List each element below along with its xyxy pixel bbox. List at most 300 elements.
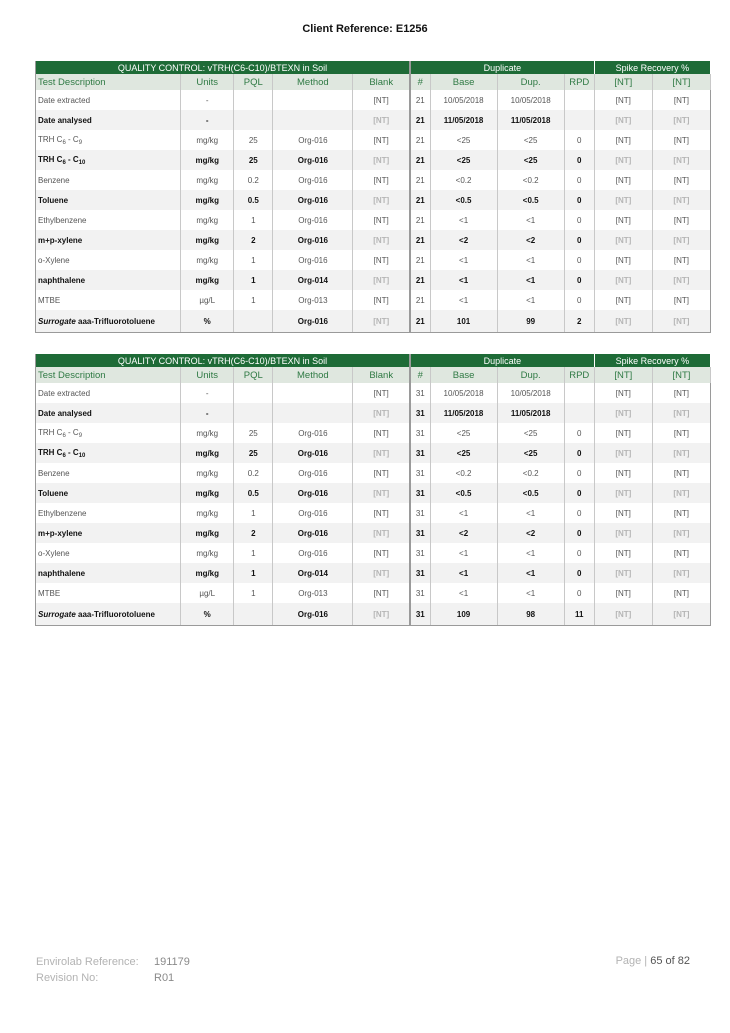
cell-rpd: 0 xyxy=(564,443,594,463)
cell-method xyxy=(273,383,353,403)
cell-rpd: 0 xyxy=(564,190,594,210)
cell-spike-2: [NT] xyxy=(652,210,710,230)
cell-units: - xyxy=(181,383,234,403)
table-row xyxy=(36,290,711,310)
envirolab-reference-label: Envirolab Reference: xyxy=(36,956,139,968)
cell-spike-2: [NT] xyxy=(652,290,710,310)
cell-test-description: Benzene xyxy=(36,170,181,190)
col-method: Method xyxy=(273,367,353,383)
cell-units: µg/L xyxy=(181,290,234,310)
cell-rpd: 0 xyxy=(564,130,594,150)
col-method: Method xyxy=(273,74,353,90)
cell-blank: [NT] xyxy=(353,423,410,443)
cell-number: 31 xyxy=(410,483,430,503)
cell-blank: [NT] xyxy=(353,90,410,110)
cell-spike-1: [NT] xyxy=(594,523,652,543)
cell-pql: 1 xyxy=(234,210,273,230)
qc-title: QUALITY CONTROL: vTRH(C6-C10)/BTEXN in Soil xyxy=(36,61,411,74)
col-number: # xyxy=(410,367,430,383)
envirolab-reference-value: 191179 xyxy=(154,956,190,968)
revision-row xyxy=(36,970,175,986)
qc-table xyxy=(35,61,711,333)
cell-pql: 1 xyxy=(234,250,273,270)
cell-dup: <25 xyxy=(497,130,564,150)
cell-method: Org-016 xyxy=(273,503,353,523)
cell-blank: [NT] xyxy=(353,383,410,403)
cell-rpd: 0 xyxy=(564,270,594,290)
cell-number: 31 xyxy=(410,503,430,523)
spike-header: Spike Recovery % xyxy=(594,354,710,367)
cell-spike-1: [NT] xyxy=(594,423,652,443)
cell-spike-1: [NT] xyxy=(594,463,652,483)
cell-base: <2 xyxy=(430,523,497,543)
cell-spike-2: [NT] xyxy=(652,563,710,583)
cell-base: <25 xyxy=(430,150,497,170)
cell-spike-2: [NT] xyxy=(652,130,710,150)
table-row xyxy=(36,110,711,130)
cell-number: 21 xyxy=(410,110,430,130)
cell-blank: [NT] xyxy=(353,130,410,150)
cell-number: 21 xyxy=(410,290,430,310)
cell-base: 109 xyxy=(430,603,497,626)
cell-base: 10/05/2018 xyxy=(430,383,497,403)
duplicate-header: Duplicate xyxy=(410,61,594,74)
cell-method: Org-016 xyxy=(273,423,353,443)
cell-test-description: Date analysed xyxy=(36,403,181,423)
cell-blank: [NT] xyxy=(353,463,410,483)
col-spike-2: [NT] xyxy=(652,367,710,383)
cell-pql: 1 xyxy=(234,543,273,563)
cell-units: mg/kg xyxy=(181,230,234,250)
cell-blank: [NT] xyxy=(353,110,410,130)
cell-spike-1: [NT] xyxy=(594,403,652,423)
cell-number: 31 xyxy=(410,463,430,483)
col-blank: Blank xyxy=(353,367,410,383)
cell-rpd: 0 xyxy=(564,250,594,270)
cell-rpd: 0 xyxy=(564,503,594,523)
cell-method: Org-016 xyxy=(273,190,353,210)
table-row xyxy=(36,150,711,170)
cell-spike-1: [NT] xyxy=(594,563,652,583)
col-test-description: Test Description xyxy=(36,74,181,90)
cell-spike-2: [NT] xyxy=(652,230,710,250)
table-row xyxy=(36,503,711,523)
cell-test-description: naphthalene xyxy=(36,270,181,290)
table-row xyxy=(36,310,711,333)
table-row xyxy=(36,543,711,563)
cell-test-description: Date extracted xyxy=(36,90,181,110)
cell-base: <1 xyxy=(430,250,497,270)
table-body xyxy=(36,90,711,333)
cell-units: mg/kg xyxy=(181,503,234,523)
cell-spike-2: [NT] xyxy=(652,503,710,523)
cell-method: Org-013 xyxy=(273,583,353,603)
cell-blank: [NT] xyxy=(353,150,410,170)
cell-spike-1: [NT] xyxy=(594,383,652,403)
cell-method: Org-016 xyxy=(273,463,353,483)
cell-pql: 1 xyxy=(234,583,273,603)
cell-spike-2: [NT] xyxy=(652,483,710,503)
cell-rpd: 0 xyxy=(564,230,594,250)
cell-pql xyxy=(234,90,273,110)
cell-spike-2: [NT] xyxy=(652,150,710,170)
cell-pql: 0.2 xyxy=(234,170,273,190)
cell-rpd: 0 xyxy=(564,483,594,503)
cell-test-description: Toluene xyxy=(36,483,181,503)
cell-number: 31 xyxy=(410,403,430,423)
cell-pql: 0.2 xyxy=(234,463,273,483)
cell-pql: 25 xyxy=(234,150,273,170)
cell-base: <1 xyxy=(430,583,497,603)
cell-spike-1: [NT] xyxy=(594,443,652,463)
cell-spike-1: [NT] xyxy=(594,130,652,150)
cell-test-description: TRH $C_6 - C_{10}$ xyxy=(36,443,181,463)
cell-rpd: 0 xyxy=(564,543,594,563)
cell-units: mg/kg xyxy=(181,523,234,543)
cell-pql: 1 xyxy=(234,563,273,583)
cell-dup: 10/05/2018 xyxy=(497,383,564,403)
cell-method: Org-016 xyxy=(273,543,353,563)
cell-spike-1: [NT] xyxy=(594,250,652,270)
cell-pql xyxy=(234,310,273,333)
cell-dup: <1 xyxy=(497,503,564,523)
cell-test-description: Date analysed xyxy=(36,110,181,130)
cell-units: - xyxy=(181,403,234,423)
cell-test-description: Surrogate aaa-Trifluorotoluene xyxy=(36,603,181,626)
cell-base: <0.5 xyxy=(430,483,497,503)
cell-blank: [NT] xyxy=(353,310,410,333)
cell-spike-1: [NT] xyxy=(594,503,652,523)
cell-pql xyxy=(234,383,273,403)
col-spike-1: [NT] xyxy=(594,367,652,383)
col-spike-2: [NT] xyxy=(652,74,710,90)
cell-blank: [NT] xyxy=(353,503,410,523)
cell-blank: [NT] xyxy=(353,543,410,563)
table-row xyxy=(36,483,711,503)
cell-number: 31 xyxy=(410,423,430,443)
cell-test-description: TRH $C_6 - C_{10}$ xyxy=(36,150,181,170)
revision-label: Revision No: xyxy=(36,972,99,984)
cell-spike-1: [NT] xyxy=(594,210,652,230)
cell-method: Org-013 xyxy=(273,290,353,310)
table-row xyxy=(36,583,711,603)
cell-blank: [NT] xyxy=(353,290,410,310)
cell-base: <1 xyxy=(430,270,497,290)
revision-value: R01 xyxy=(154,972,175,984)
qc-table xyxy=(35,354,711,626)
cell-number: 31 xyxy=(410,523,430,543)
cell-units: % xyxy=(181,603,234,626)
cell-method: Org-016 xyxy=(273,230,353,250)
cell-spike-2: [NT] xyxy=(652,383,710,403)
cell-pql: 25 xyxy=(234,423,273,443)
cell-rpd: 0 xyxy=(564,563,594,583)
cell-test-description: TRH $C_6 - C_9$ xyxy=(36,130,181,150)
cell-method xyxy=(273,110,353,130)
cell-method: Org-016 xyxy=(273,130,353,150)
table-row xyxy=(36,90,711,110)
cell-dup: <25 xyxy=(497,443,564,463)
cell-method: Org-016 xyxy=(273,170,353,190)
table-body xyxy=(36,383,711,626)
cell-base: <2 xyxy=(430,230,497,250)
cell-rpd: 0 xyxy=(564,150,594,170)
cell-base: <1 xyxy=(430,210,497,230)
cell-spike-2: [NT] xyxy=(652,583,710,603)
cell-dup: 11/05/2018 xyxy=(497,403,564,423)
cell-method: Org-014 xyxy=(273,270,353,290)
cell-pql xyxy=(234,110,273,130)
cell-dup: <0.5 xyxy=(497,483,564,503)
col-base: Base xyxy=(430,74,497,90)
cell-method: Org-016 xyxy=(273,483,353,503)
cell-spike-2: [NT] xyxy=(652,190,710,210)
cell-pql: 1 xyxy=(234,503,273,523)
cell-blank: [NT] xyxy=(353,250,410,270)
cell-blank: [NT] xyxy=(353,583,410,603)
cell-spike-2: [NT] xyxy=(652,443,710,463)
cell-units: - xyxy=(181,110,234,130)
cell-test-description: m+p-xylene xyxy=(36,230,181,250)
cell-units: mg/kg xyxy=(181,210,234,230)
cell-pql xyxy=(234,403,273,423)
duplicate-header: Duplicate xyxy=(410,354,594,367)
table-row xyxy=(36,463,711,483)
cell-base: 11/05/2018 xyxy=(430,110,497,130)
cell-number: 31 xyxy=(410,443,430,463)
page-value: 65 of 82 xyxy=(650,955,690,967)
cell-units: µg/L xyxy=(181,583,234,603)
cell-dup: <2 xyxy=(497,230,564,250)
cell-pql: 2 xyxy=(234,523,273,543)
cell-method xyxy=(273,90,353,110)
cell-method: Org-016 xyxy=(273,443,353,463)
cell-spike-1: [NT] xyxy=(594,483,652,503)
cell-spike-2: [NT] xyxy=(652,523,710,543)
client-reference: Client Reference: E1256 xyxy=(302,23,428,35)
cell-base: 101 xyxy=(430,310,497,333)
table-row xyxy=(36,210,711,230)
col-rpd: RPD xyxy=(564,367,594,383)
cell-base: <1 xyxy=(430,543,497,563)
cell-number: 21 xyxy=(410,170,430,190)
table-row xyxy=(36,270,711,290)
cell-spike-2: [NT] xyxy=(652,423,710,443)
cell-test-description: o-Xylene xyxy=(36,543,181,563)
cell-test-description: Ethylbenzene xyxy=(36,210,181,230)
cell-dup: 98 xyxy=(497,603,564,626)
cell-units: mg/kg xyxy=(181,270,234,290)
cell-number: 31 xyxy=(410,563,430,583)
cell-dup: <0.2 xyxy=(497,463,564,483)
cell-dup: <1 xyxy=(497,250,564,270)
cell-dup: <0.2 xyxy=(497,170,564,190)
cell-test-description: Surrogate aaa-Trifluorotoluene xyxy=(36,310,181,333)
cell-pql: 2 xyxy=(234,230,273,250)
cell-pql: 25 xyxy=(234,443,273,463)
col-rpd: RPD xyxy=(564,74,594,90)
cell-blank: [NT] xyxy=(353,563,410,583)
cell-spike-2: [NT] xyxy=(652,463,710,483)
cell-number: 21 xyxy=(410,310,430,333)
table-row xyxy=(36,443,711,463)
cell-number: 31 xyxy=(410,603,430,626)
cell-pql: 1 xyxy=(234,290,273,310)
spike-header: Spike Recovery % xyxy=(594,61,710,74)
cell-base: <0.2 xyxy=(430,463,497,483)
col-pql: PQL xyxy=(234,74,273,90)
table-row xyxy=(36,170,711,190)
table-row xyxy=(36,403,711,423)
cell-rpd xyxy=(564,383,594,403)
cell-number: 31 xyxy=(410,583,430,603)
cell-pql: 25 xyxy=(234,130,273,150)
cell-units: mg/kg xyxy=(181,463,234,483)
cell-base: <1 xyxy=(430,503,497,523)
cell-spike-1: [NT] xyxy=(594,230,652,250)
cell-pql: 1 xyxy=(234,270,273,290)
cell-rpd: 0 xyxy=(564,583,594,603)
cell-pql: 0.5 xyxy=(234,190,273,210)
cell-method: Org-016 xyxy=(273,150,353,170)
cell-dup: <1 xyxy=(497,563,564,583)
cell-base: <1 xyxy=(430,563,497,583)
cell-method: Org-016 xyxy=(273,210,353,230)
cell-rpd: 0 xyxy=(564,423,594,443)
cell-base: 11/05/2018 xyxy=(430,403,497,423)
cell-blank: [NT] xyxy=(353,230,410,250)
cell-units: mg/kg xyxy=(181,170,234,190)
cell-spike-2: [NT] xyxy=(652,250,710,270)
cell-blank: [NT] xyxy=(353,603,410,626)
cell-dup: <0.5 xyxy=(497,190,564,210)
cell-dup: <1 xyxy=(497,290,564,310)
table-row xyxy=(36,563,711,583)
cell-spike-1: [NT] xyxy=(594,90,652,110)
cell-dup: <2 xyxy=(497,523,564,543)
cell-number: 21 xyxy=(410,90,430,110)
cell-method: Org-014 xyxy=(273,563,353,583)
table-row xyxy=(36,423,711,443)
cell-method: Org-016 xyxy=(273,250,353,270)
cell-rpd xyxy=(564,403,594,423)
cell-blank: [NT] xyxy=(353,523,410,543)
col-dup: Dup. xyxy=(497,74,564,90)
cell-base: <25 xyxy=(430,130,497,150)
cell-blank: [NT] xyxy=(353,270,410,290)
table-row xyxy=(36,130,711,150)
cell-number: 21 xyxy=(410,250,430,270)
cell-test-description: o-Xylene xyxy=(36,250,181,270)
cell-spike-2: [NT] xyxy=(652,310,710,333)
table-row xyxy=(36,603,711,626)
cell-rpd: 2 xyxy=(564,310,594,333)
cell-units: mg/kg xyxy=(181,150,234,170)
cell-number: 31 xyxy=(410,543,430,563)
cell-spike-2: [NT] xyxy=(652,110,710,130)
cell-spike-2: [NT] xyxy=(652,603,710,626)
cell-number: 21 xyxy=(410,230,430,250)
cell-base: <0.5 xyxy=(430,190,497,210)
cell-rpd xyxy=(564,110,594,130)
cell-spike-2: [NT] xyxy=(652,543,710,563)
cell-spike-1: [NT] xyxy=(594,543,652,563)
cell-dup: 10/05/2018 xyxy=(497,90,564,110)
cell-blank: [NT] xyxy=(353,443,410,463)
cell-dup: <1 xyxy=(497,543,564,563)
cell-blank: [NT] xyxy=(353,190,410,210)
cell-pql: 0.5 xyxy=(234,483,273,503)
cell-number: 21 xyxy=(410,270,430,290)
cell-spike-1: [NT] xyxy=(594,150,652,170)
envirolab-reference-row xyxy=(36,954,190,970)
col-dup: Dup. xyxy=(497,367,564,383)
footer-reference xyxy=(36,954,190,986)
cell-rpd: 11 xyxy=(564,603,594,626)
cell-base: 10/05/2018 xyxy=(430,90,497,110)
page-label: Page | xyxy=(615,955,648,967)
cell-number: 21 xyxy=(410,190,430,210)
cell-test-description: MTBE xyxy=(36,583,181,603)
cell-test-description: MTBE xyxy=(36,290,181,310)
cell-number: 21 xyxy=(410,210,430,230)
table-row xyxy=(36,523,711,543)
cell-dup: <25 xyxy=(497,423,564,443)
col-test-description: Test Description xyxy=(36,367,181,383)
cell-blank: [NT] xyxy=(353,170,410,190)
table-row xyxy=(36,383,711,403)
col-number: # xyxy=(410,74,430,90)
qc-title: QUALITY CONTROL: vTRH(C6-C10)/BTEXN in Soil xyxy=(36,354,411,367)
cell-spike-1: [NT] xyxy=(594,310,652,333)
cell-base: <25 xyxy=(430,443,497,463)
cell-rpd: 0 xyxy=(564,523,594,543)
cell-spike-1: [NT] xyxy=(594,603,652,626)
cell-spike-2: [NT] xyxy=(652,90,710,110)
cell-blank: [NT] xyxy=(353,403,410,423)
cell-test-description: naphthalene xyxy=(36,563,181,583)
table-row xyxy=(36,250,711,270)
cell-units: - xyxy=(181,90,234,110)
cell-spike-1: [NT] xyxy=(594,583,652,603)
cell-units: mg/kg xyxy=(181,130,234,150)
cell-method: Org-016 xyxy=(273,310,353,333)
cell-test-description: TRH $C_6 - C_9$ xyxy=(36,423,181,443)
cell-test-description: Benzene xyxy=(36,463,181,483)
col-spike-1: [NT] xyxy=(594,74,652,90)
cell-rpd: 0 xyxy=(564,210,594,230)
page-number xyxy=(616,955,690,967)
cell-spike-1: [NT] xyxy=(594,110,652,130)
cell-dup: <1 xyxy=(497,270,564,290)
cell-dup: <1 xyxy=(497,583,564,603)
cell-method xyxy=(273,403,353,423)
cell-units: % xyxy=(181,310,234,333)
cell-spike-2: [NT] xyxy=(652,170,710,190)
cell-number: 31 xyxy=(410,383,430,403)
cell-number: 21 xyxy=(410,150,430,170)
cell-test-description: m+p-xylene xyxy=(36,523,181,543)
cell-blank: [NT] xyxy=(353,210,410,230)
cell-spike-1: [NT] xyxy=(594,270,652,290)
cell-spike-1: [NT] xyxy=(594,190,652,210)
cell-spike-1: [NT] xyxy=(594,170,652,190)
cell-spike-2: [NT] xyxy=(652,270,710,290)
cell-units: mg/kg xyxy=(181,563,234,583)
cell-units: mg/kg xyxy=(181,423,234,443)
cell-test-description: Date extracted xyxy=(36,383,181,403)
cell-dup: <1 xyxy=(497,210,564,230)
